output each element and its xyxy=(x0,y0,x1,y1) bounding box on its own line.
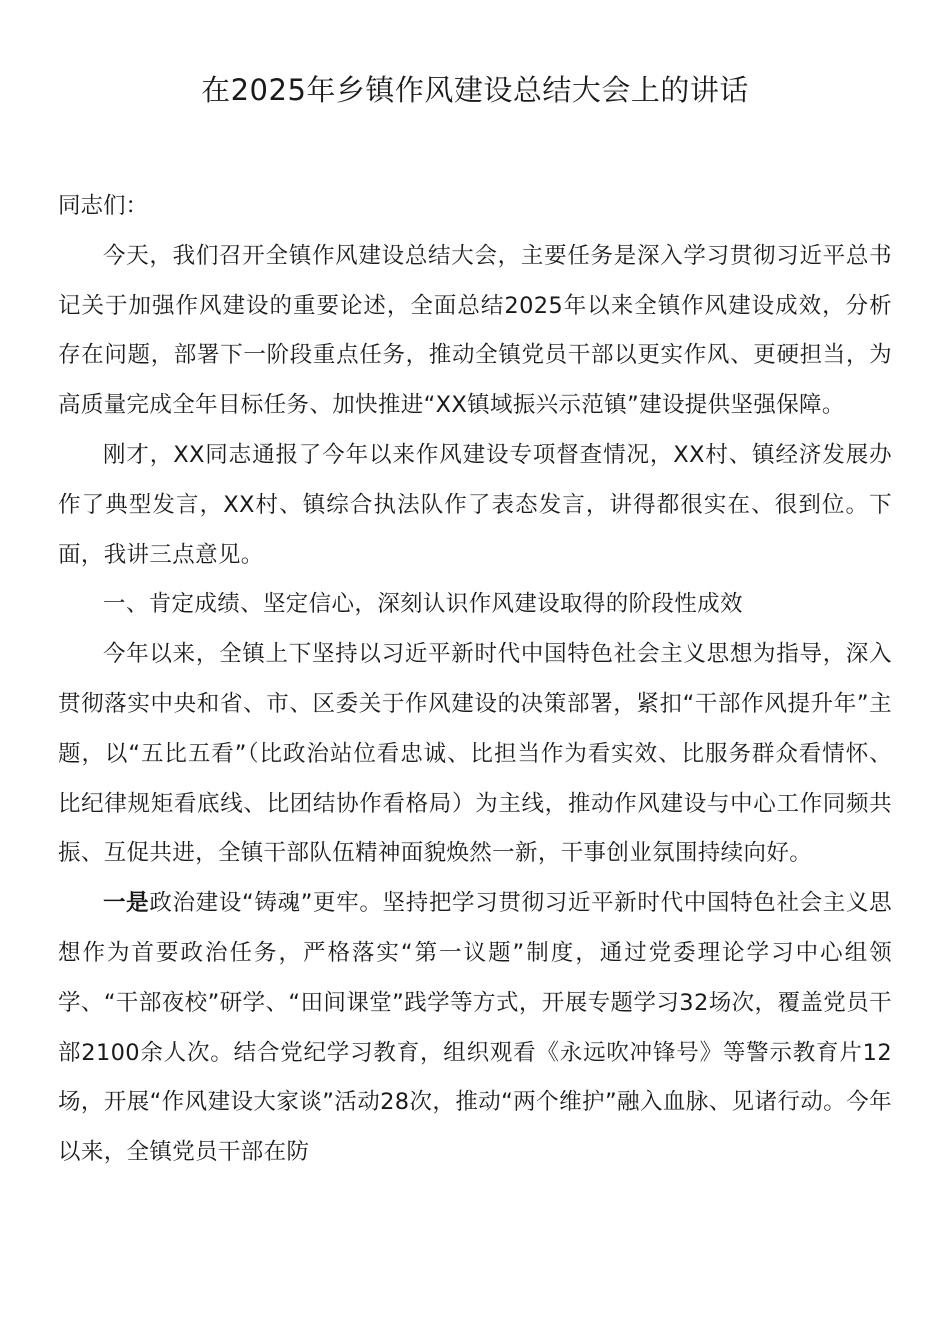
paragraph-point-one xyxy=(58,879,892,1178)
paragraph-achievements: 今年以来，全镇上下坚持以习近平新时代中国特色社会主义思想为指导，深入贯彻落实中央和省、市、区委关于作风建设的决策部署，紧扣“干部作风提升年”主题，以“五比五看”（比政治站位看忠诚、比担当作为看实效、比服务群众看情怀、比纪律规矩看底线、比团结协作看格局）为主线，推动作风建设与中心工作同频共振、互促共进，全镇干部队伍精神面貌焕然一新，干事创业氛围持续向好。 xyxy=(58,641,892,867)
paragraph-meeting-review: 刚才，XX同志通报了今年以来作风建设专项督查情况，XX村、镇经济发展办作了典型发言，XX村、镇综合执法队作了表态发言，讲得都很实在、很到位。下面，我讲三点意见。 xyxy=(58,441,892,568)
section-heading-one: 一、肯定成绩、坚定信心，深刻认识作风建设取得的阶段性成效 xyxy=(103,591,743,618)
paragraph-opening: 今天，我们召开全镇作风建设总结大会，主要任务是深入学习贯彻习近平总书记关于加强作风建设的重要论述，全面总结2025年以来全镇作风建设成效，分析存在问题，部署下一阶段重点任务，推动全镇党员干部以更实作风、更硬担当，为高质量完成全年目标任务、加快推进“XX镇域振兴示范镇”建设提供坚强保障。 xyxy=(58,242,892,419)
point-text: 政治建设“铸魂”更牢。坚持把学习贯彻习近平新时代中国特色社会主义思想作为首要政治任务，严格落实“第一议题”制度，通过党委理论学习中心组领学、“干部夜校”研学、“田间课堂”践学等方式，开展专题学习32场次，覆盖党员干部2100余人次。结合党纪学习教育，组织观看《永远吹冲锋号》等警示教育片12场，开展“作风建设大家谈”活动28次，推动“两个维护”融入血脉、见诸行动。今年以来，全镇党员干部在防 xyxy=(58,890,892,1166)
salutation: 同志们： xyxy=(58,193,149,219)
point-lead: 一是 xyxy=(103,890,150,917)
document-title: 在2025年乡镇作风建设总结大会上的讲话 xyxy=(201,73,749,107)
